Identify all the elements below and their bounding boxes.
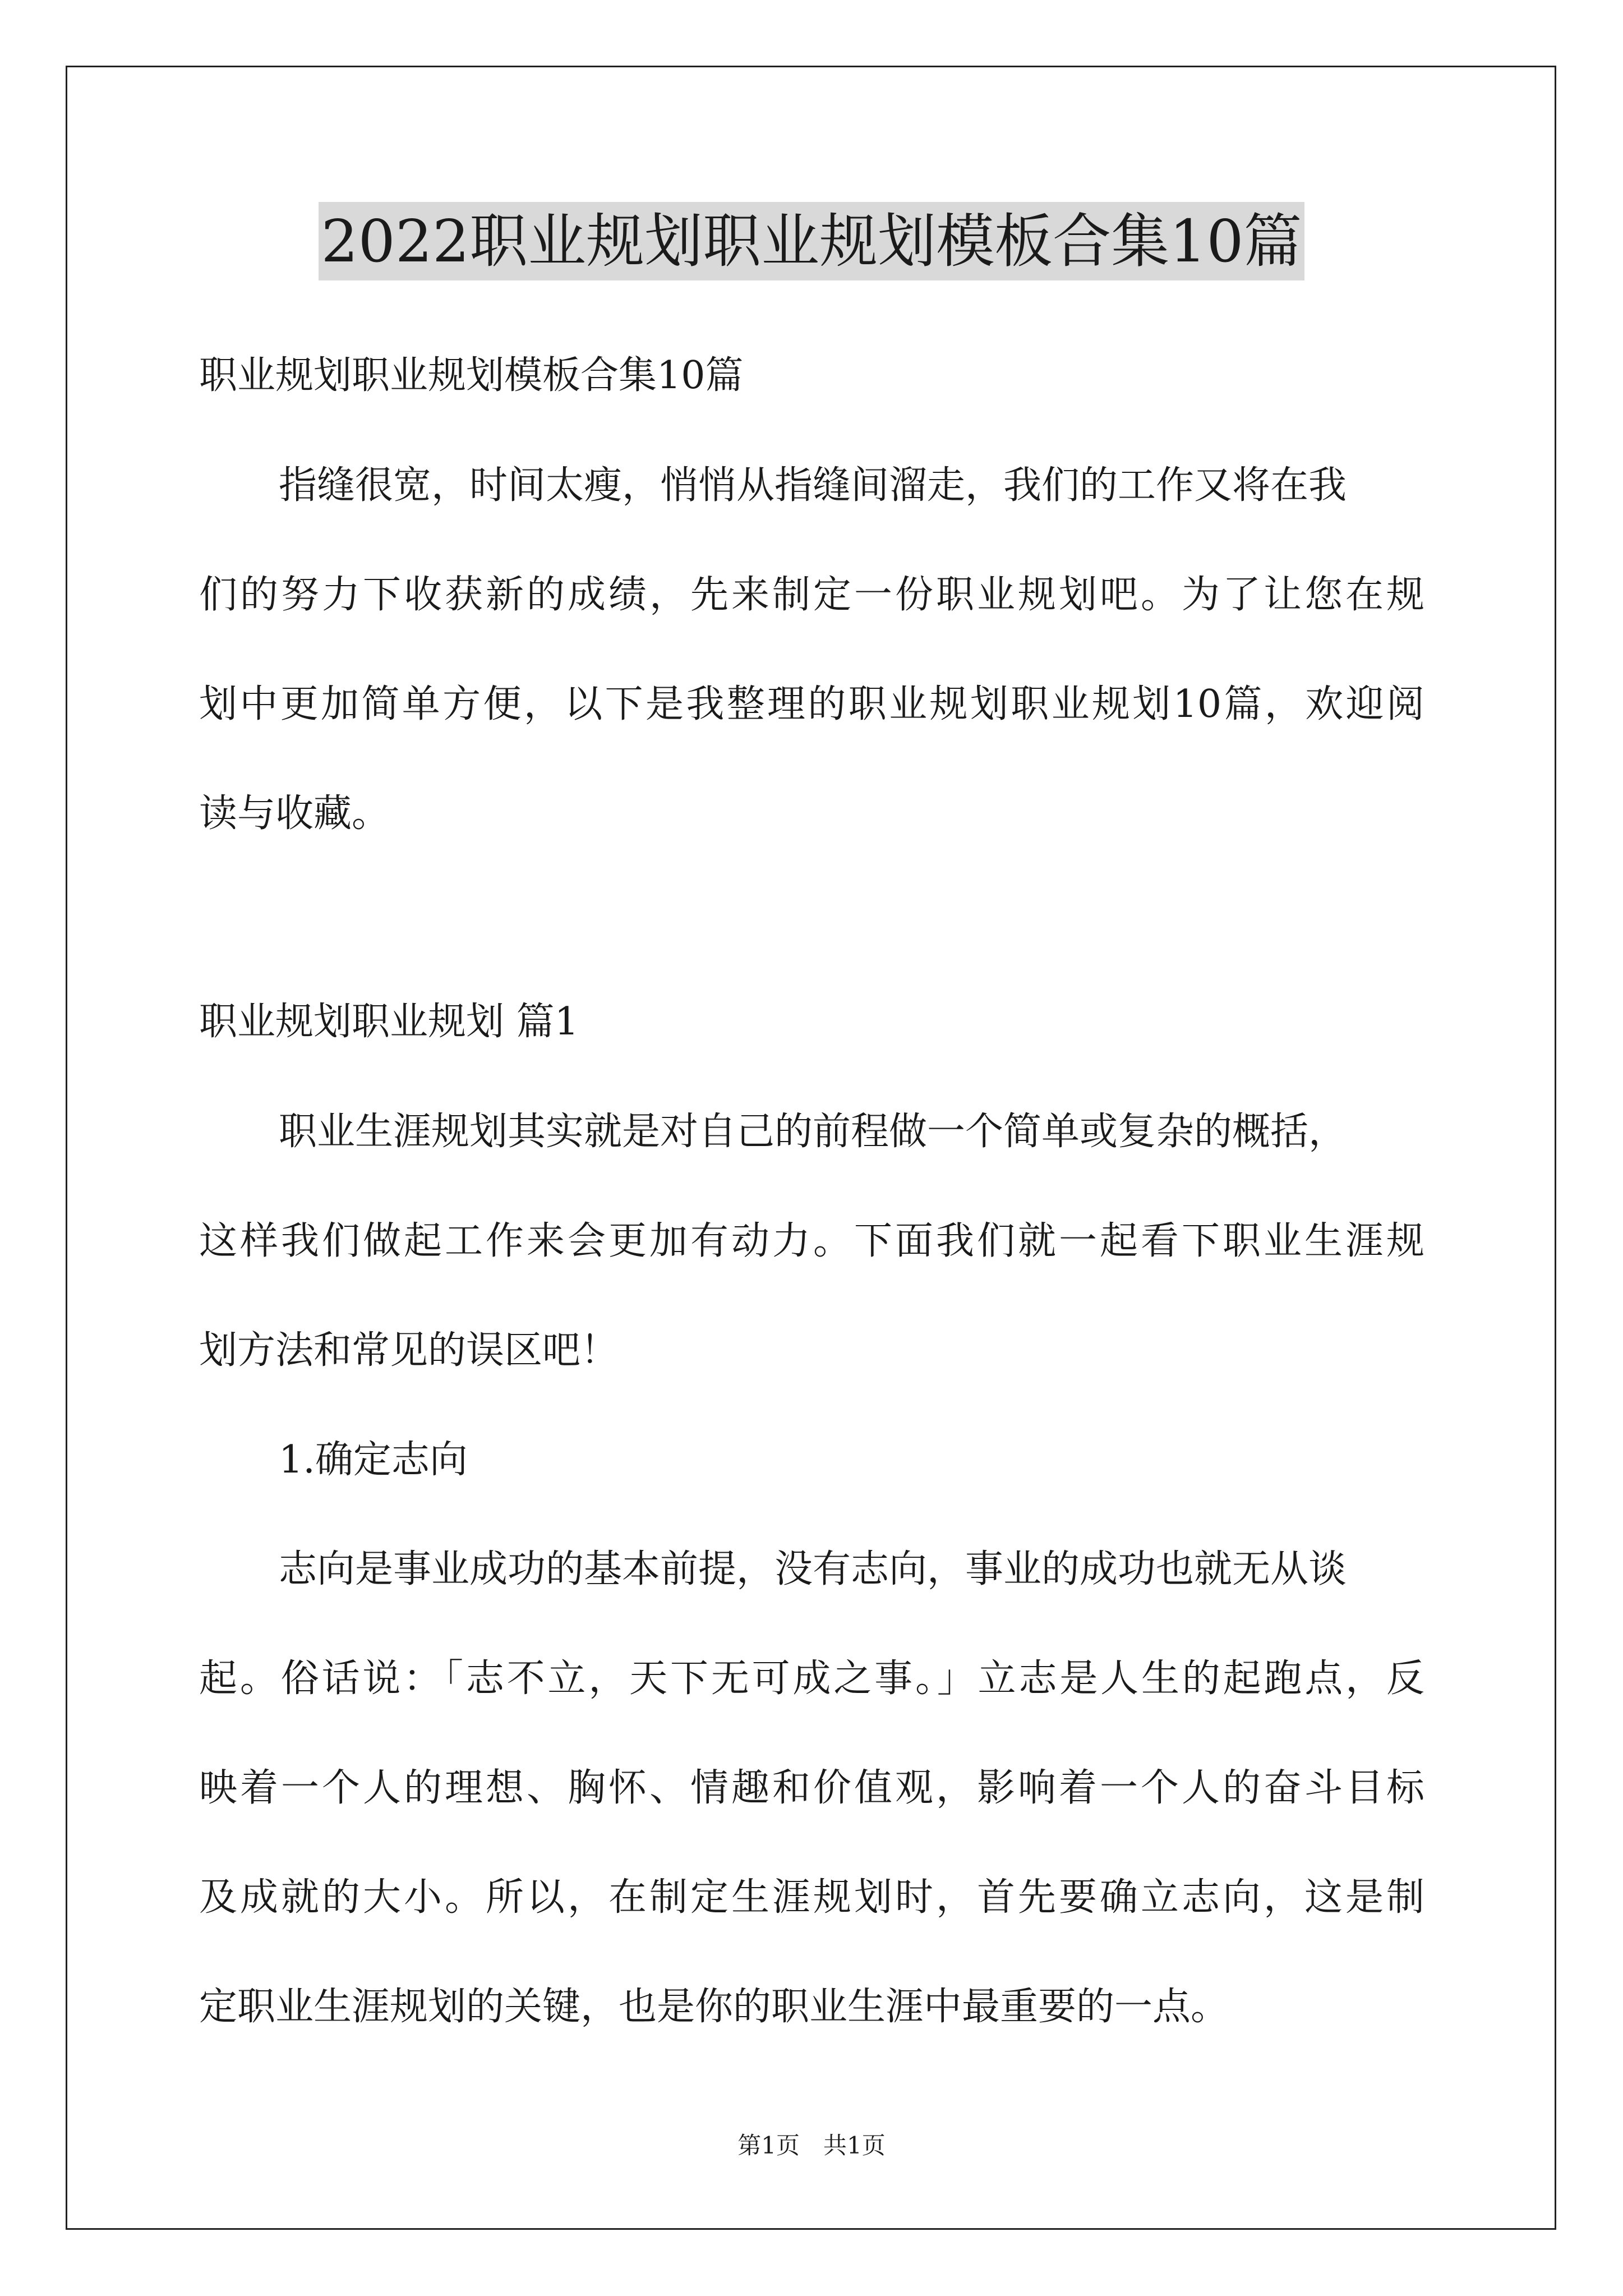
item-heading: 1.确定志向 — [279, 1438, 468, 1482]
item-body-line-2: 起。俗话说：「志不立，天下无可成之事。」立志是人生的起跑点，反 — [199, 1657, 1424, 1701]
page-footer: 第1页 共1页 — [737, 2132, 886, 2159]
title-container — [0, 202, 1623, 280]
section-intro-line-1: 职业生涯规划其实就是对自己的前程做一个简单或复杂的概括， — [279, 1110, 1347, 1154]
intro-line-4: 读与收藏。 — [199, 792, 390, 836]
section-intro-line-3: 划方法和常见的误区吧！ — [199, 1328, 619, 1373]
section-heading: 职业规划职业规划 篇1 — [199, 1000, 579, 1044]
document-title: 2022职业规划职业规划模板合集10篇 — [319, 202, 1304, 280]
document-subtitle: 职业规划职业规划模板合集10篇 — [199, 353, 744, 398]
item-body-line-4: 及成就的大小。所以，在制定生涯规划时，首先要确立志向，这是制 — [199, 1875, 1424, 1920]
item-body-line-1: 志向是事业成功的基本前提，没有志向，事业的成功也就无从谈 — [279, 1547, 1347, 1591]
item-body-line-5: 定职业生涯规划的关键，也是你的职业生涯中最重要的一点。 — [199, 1985, 1229, 2029]
intro-line-1: 指缝很宽，时间太瘦，悄悄从指缝间溜走，我们的工作又将在我 — [279, 463, 1347, 508]
intro-line-3: 划中更加简单方便，以下是我整理的职业规划职业规划10篇，欢迎阅 — [199, 682, 1424, 726]
item-body-line-3: 映着一个人的理想、胸怀、情趣和价值观，影响着一个人的奋斗目标 — [199, 1766, 1424, 1810]
section-intro-line-2: 这样我们做起工作来会更加有动力。下面我们就一起看下职业生涯规 — [199, 1219, 1424, 1263]
intro-line-2: 们的努力下收获新的成绩，先来制定一份职业规划吧。为了让您在规 — [199, 573, 1424, 617]
